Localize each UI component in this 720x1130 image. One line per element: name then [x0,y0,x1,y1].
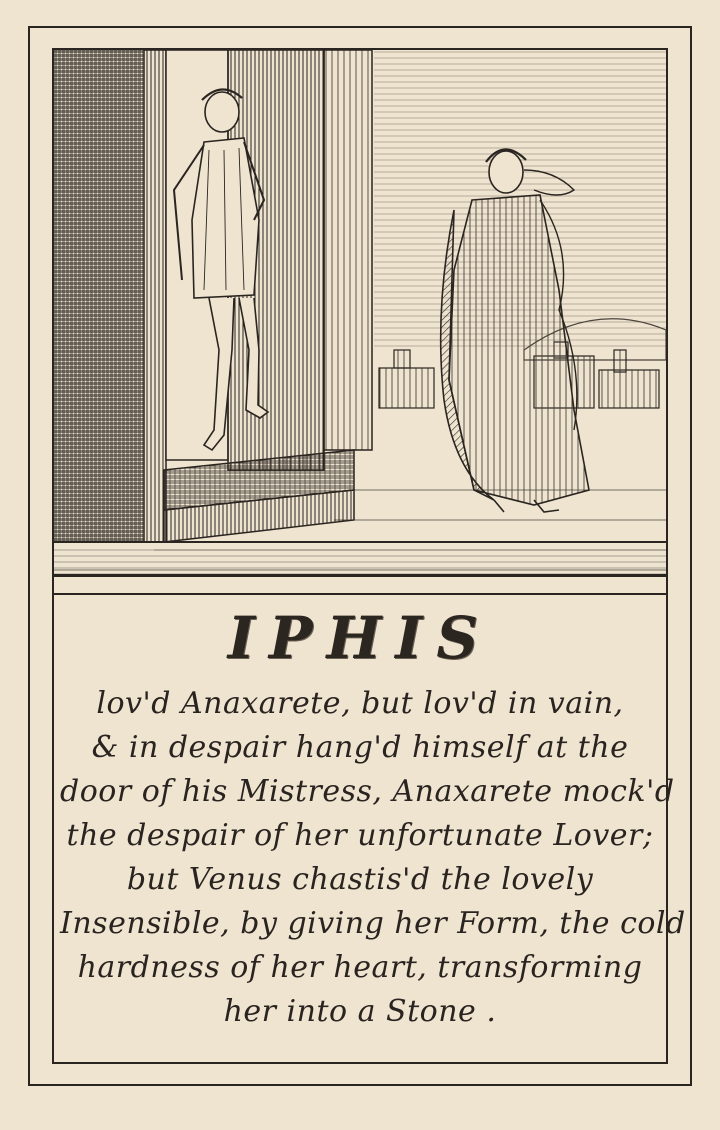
divider-rule-inner [54,593,666,595]
caption-line: the despair of her unfortunate Lover; [66,818,654,853]
caption-line: & in despair hang'd himself at the [91,730,629,765]
engraving-illustration [54,50,666,576]
caption-line: hardness of her heart, transforming [77,950,643,985]
divider-rule [54,574,666,577]
caption-line: lov'd Anaxarete, but lov'd in vain, [96,686,624,721]
caption-text [60,682,686,1034]
pilaster-left [144,50,166,542]
caption-line: Insensible, by giving her Form, the cold [60,906,686,941]
caption-line: door of his Mistress, Anaxarete mock'd [60,774,675,809]
pilaster-right [324,50,372,450]
caption-line: but Venus chastis'd the lovely [126,862,594,897]
card-title: IPHIS [227,604,493,672]
caption-line: her into a Stone . [223,994,497,1029]
dark-wall [54,50,144,542]
